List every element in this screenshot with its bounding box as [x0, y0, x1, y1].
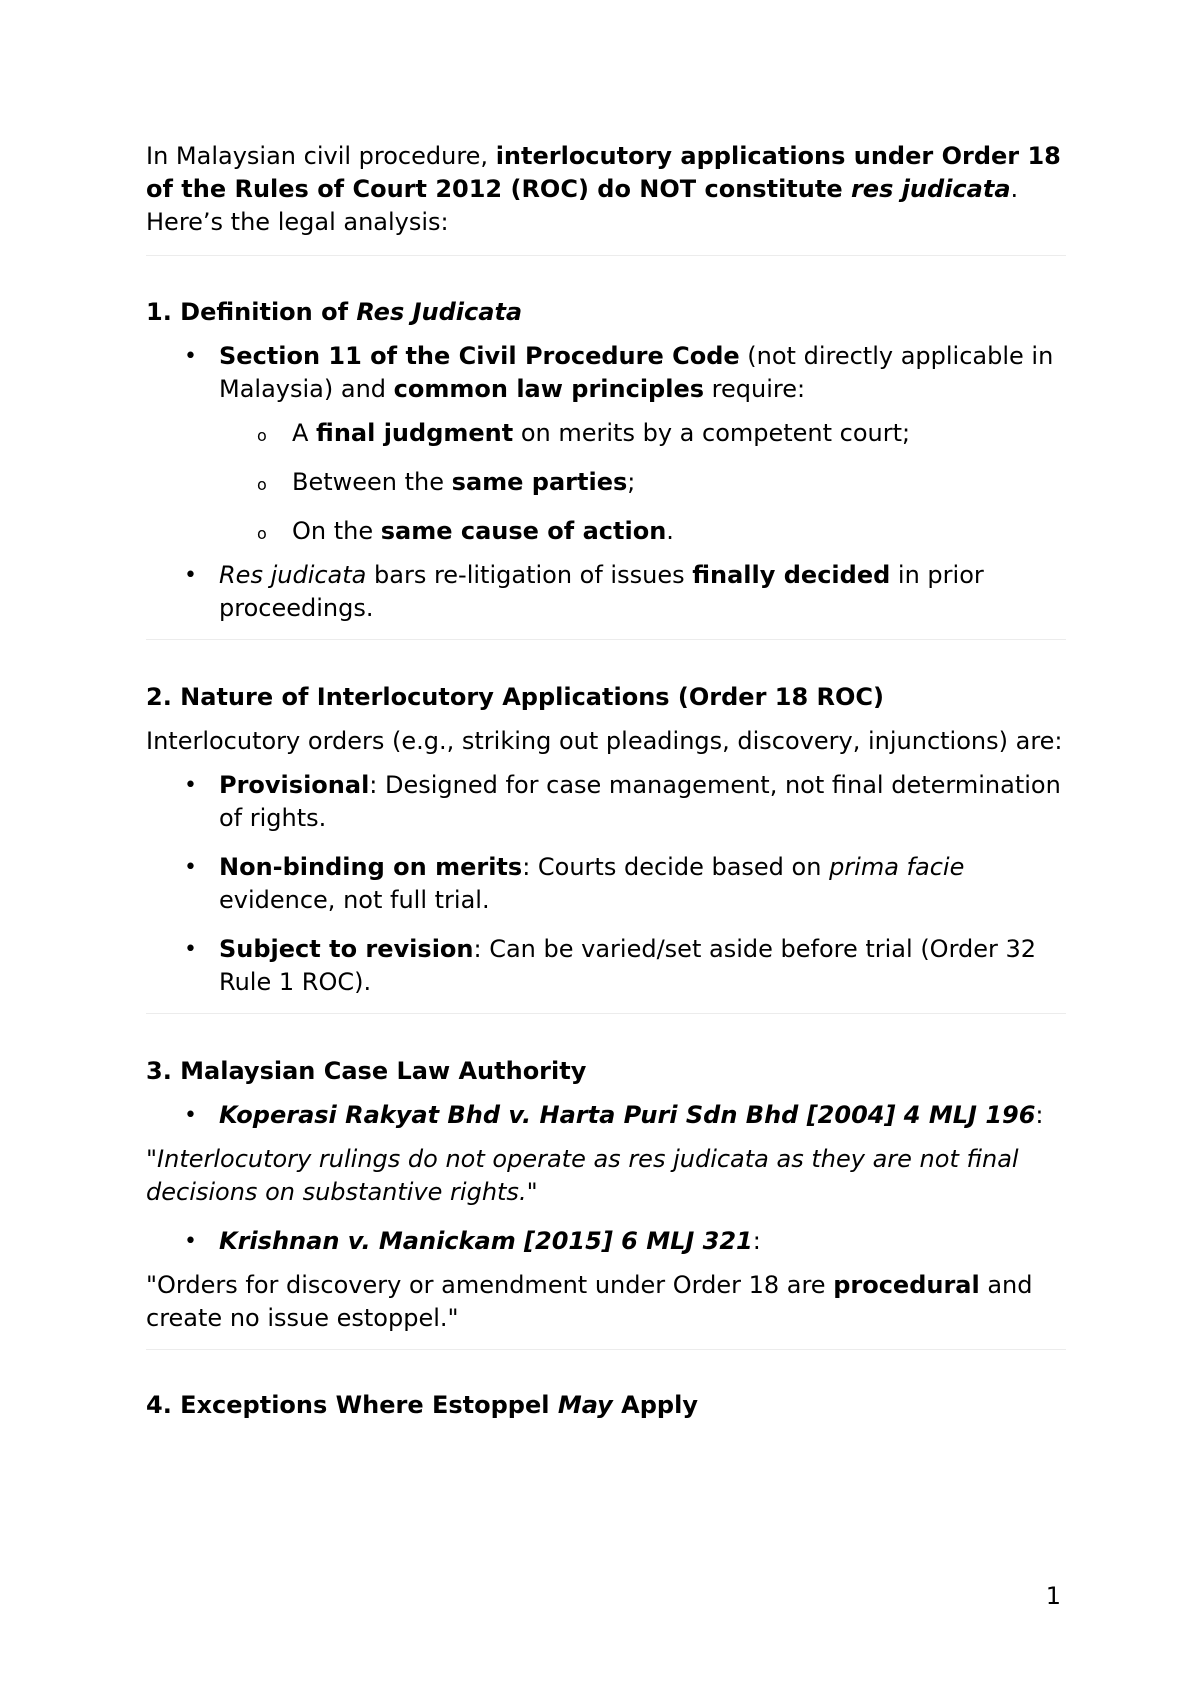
bullet-icon: • — [184, 937, 197, 962]
case-quote: "Interlocutory rulings do not operate as res judicata as they are not final decisions on substantive rights." — [146, 1145, 1019, 1206]
section-2-heading: 2. Nature of Interlocutory Applications (Order 18 ROC) — [146, 683, 884, 711]
sub-list-item: o A final judgment on merits by a competent court; — [146, 417, 1066, 450]
bullet-icon: • — [184, 1229, 197, 1254]
document-body — [146, 140, 1066, 1422]
sub-list-item: o Between the same parties; — [146, 466, 1066, 499]
intro-paragraph — [146, 140, 1066, 239]
intro-text-end: . Here’s the legal analysis: — [146, 175, 1019, 236]
list-item: • Provisional: Designed for case management, not final determination of rights. — [184, 771, 1061, 832]
sub-list-item: o On the same cause of action. — [146, 515, 1066, 548]
list-item: • Section 11 of the Civil Procedure Code (not directly applicable in Malaysia) and common law principles require: — [184, 342, 1054, 403]
section-1-list — [146, 340, 1066, 625]
list-item: • Subject to revision: Can be varied/set aside before trial (Order 32 Rule 1 ROC). — [184, 935, 1037, 996]
section-divider — [146, 1349, 1066, 1350]
bullet-icon: • — [184, 773, 197, 798]
section-4-heading: 4. Exceptions Where Estoppel May Apply — [146, 1391, 698, 1419]
bullet-icon: • — [184, 1103, 197, 1128]
section-1-heading: 1. Definition of Res Judicata — [146, 298, 523, 326]
intro-bold-italic-text: res judicata — [850, 175, 1011, 203]
sub-bullet-icon: o — [257, 426, 267, 445]
case-quote: "Orders for discovery or amendment under Order 18 are procedural and create no issue estoppel." — [146, 1271, 1033, 1332]
list-item: • Res judicata bars re-litigation of issues finally decided in prior proceedings. — [184, 561, 984, 622]
case-citation: • Krishnan v. Manickam [2015] 6 MLJ 321: — [146, 1225, 1066, 1258]
case-citation: • Koperasi Rakyat Bhd v. Harta Puri Sdn Bhd [2004] 4 MLJ 196: — [146, 1099, 1066, 1132]
bullet-icon: • — [184, 855, 197, 880]
section-divider — [146, 255, 1066, 256]
sub-bullet-icon: o — [257, 524, 267, 543]
intro-text: In Malaysian civil procedure, — [146, 142, 496, 170]
page-number: 1 — [1045, 1582, 1061, 1610]
bullet-icon: • — [184, 563, 197, 588]
sub-bullet-icon: o — [257, 475, 267, 494]
section-3-list-2 — [146, 1225, 1066, 1258]
section-3-heading: 3. Malaysian Case Law Authority — [146, 1057, 587, 1085]
intro-bold-text: interlocutory applications under Order 18 of the Rules of Court 2012 (ROC) do NOT constitute — [146, 142, 1061, 203]
bullet-icon: • — [184, 344, 197, 369]
section-3-list-1 — [146, 1099, 1066, 1132]
section-divider — [146, 1013, 1066, 1014]
section-divider — [146, 639, 1066, 640]
list-item: • Non-binding on merits: Courts decide based on prima facie evidence, not full trial. — [184, 853, 965, 914]
section-2-paragraph: Interlocutory orders (e.g., striking out pleadings, discovery, injunctions) are: — [146, 727, 1063, 755]
section-2-list — [146, 769, 1066, 999]
